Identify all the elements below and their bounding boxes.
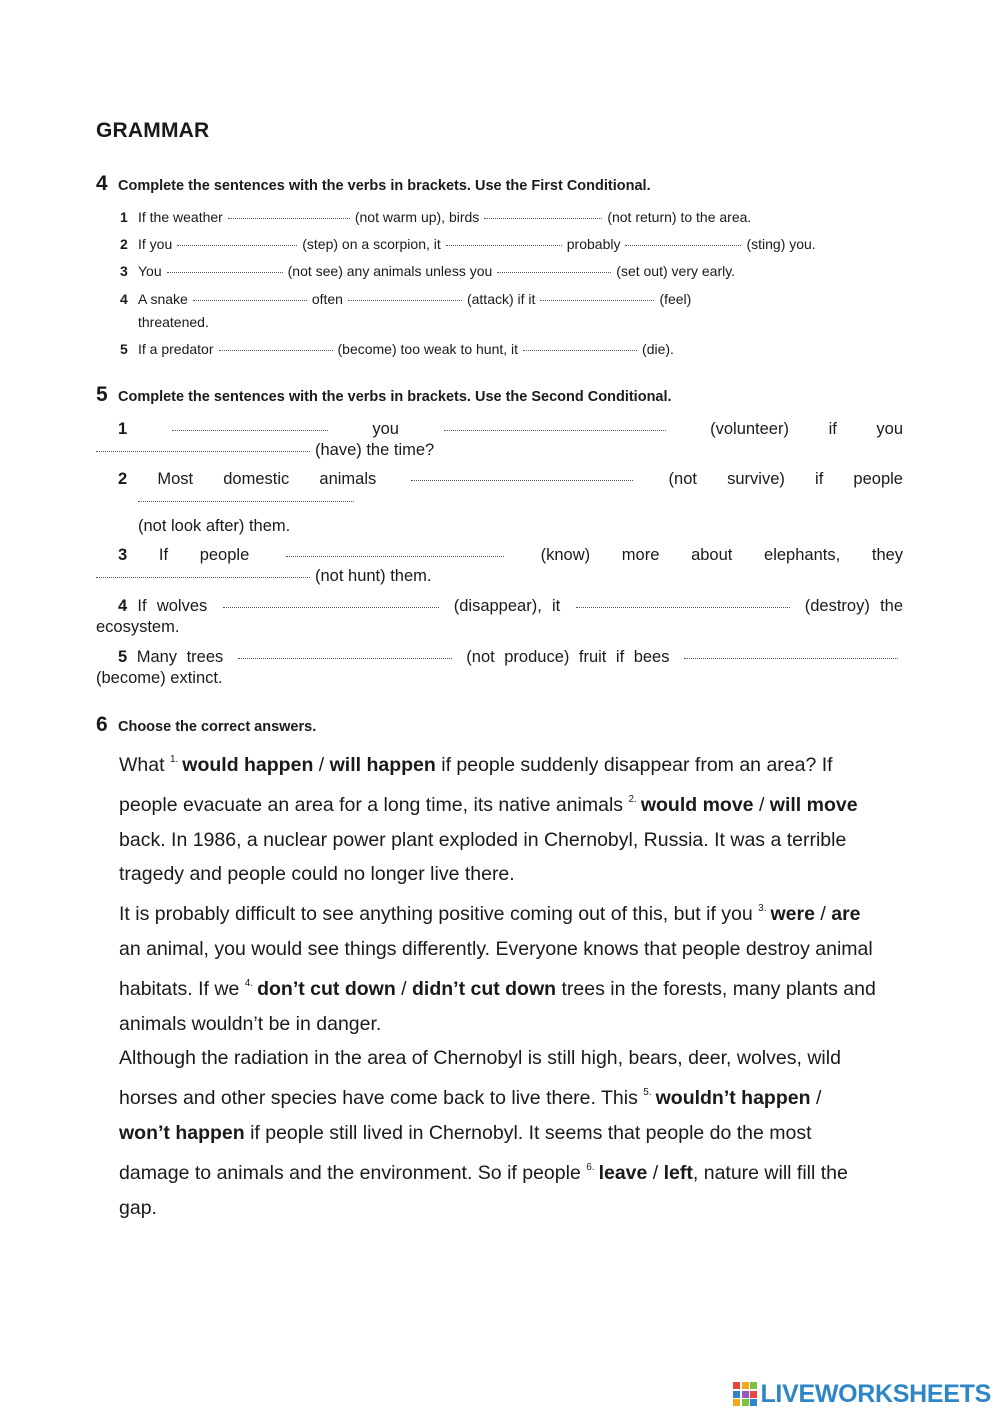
text: A snake (138, 291, 188, 307)
text: elephants, (764, 546, 841, 564)
item-number: 1 (118, 420, 128, 438)
answer-option[interactable]: are (831, 903, 861, 926)
ex6-passage (119, 743, 876, 1225)
text: You (138, 263, 162, 279)
answer-blank[interactable] (576, 606, 790, 608)
answer-blank[interactable] (223, 606, 439, 608)
text: if (615, 648, 625, 666)
text: Most (157, 470, 194, 488)
answer-blank[interactable] (219, 349, 333, 351)
exercise-number: 4 (96, 172, 108, 195)
text: Many (136, 648, 178, 666)
text: (set out) very early. (616, 263, 736, 279)
text: (know) (540, 546, 591, 564)
item-number: 4 (120, 291, 128, 307)
exercise-number: 6 (96, 713, 108, 736)
logo-square (750, 1382, 757, 1389)
text: (not look after) them. (138, 516, 291, 535)
text: trees (186, 648, 224, 666)
text: If (158, 546, 169, 564)
exercise-instruction: Complete the sentences with the verbs in brackets. Use the Second Conditional. (118, 389, 672, 405)
answer-blank[interactable] (228, 217, 350, 219)
item-number: 4 (118, 597, 128, 615)
text: If a predator (138, 341, 214, 357)
question-marker: 1. (169, 754, 179, 765)
passage-line (119, 783, 876, 823)
answer-option[interactable]: were (770, 903, 815, 926)
logo-square (733, 1382, 740, 1389)
text: they (871, 546, 904, 564)
text: It is probably difficult to see anything positive coming out of this, but if you (119, 903, 753, 926)
answer-option[interactable]: wouldn’t happen (655, 1087, 811, 1110)
answer-blank[interactable] (172, 429, 328, 431)
slash: / (815, 1087, 822, 1110)
question-marker: 6. (586, 1161, 595, 1173)
item-number: 5 (120, 341, 128, 357)
answer-blank[interactable] (238, 657, 452, 659)
section-title: GRAMMAR (96, 119, 210, 142)
text: If the weather (138, 209, 223, 225)
exercise-instruction: Choose the correct answers. (118, 719, 317, 735)
text: (not hunt) them. (315, 566, 432, 585)
answer-blank[interactable] (523, 349, 637, 351)
ex5-item-5 (96, 647, 903, 688)
text: (attack) if it (466, 291, 536, 307)
text: you (372, 420, 399, 438)
ex5-item-2 (96, 469, 903, 536)
text: (not (668, 470, 697, 488)
answer-blank[interactable] (167, 271, 283, 273)
text: horses and other species have come back to live there. This (119, 1087, 638, 1110)
logo-square (733, 1391, 740, 1398)
text: (volunteer) (710, 420, 789, 438)
ex5-item-1 (96, 419, 903, 460)
question-marker: 2. (628, 793, 637, 805)
text: people evacuate an area for a long time, its native animals (119, 793, 624, 816)
passage-line (119, 967, 876, 1007)
text: (not see) any animals unless you (287, 263, 493, 279)
passage-line (119, 1116, 876, 1151)
answer-blank[interactable] (446, 244, 562, 246)
exercise-5-header (96, 383, 672, 407)
question-marker: 4. (244, 977, 254, 989)
text: (not (466, 648, 495, 666)
slash: / (652, 1161, 659, 1184)
ex5-item-4 (96, 596, 903, 637)
answer-blank[interactable] (138, 500, 354, 502)
answer-option[interactable]: left (663, 1161, 693, 1184)
logo-square (733, 1399, 740, 1406)
text: animals (319, 470, 377, 488)
answer-option[interactable]: would happen (182, 754, 314, 776)
answer-option[interactable]: don’t cut down (257, 977, 396, 1000)
text: more (621, 546, 660, 564)
exercise-number: 5 (96, 383, 108, 406)
item-number: 1 (120, 209, 128, 225)
passage-line: back. In 1986, a nuclear power plant exploded in Chernobyl, Russia. It was a terrible (119, 828, 847, 851)
text: (become) extinct. (96, 668, 223, 687)
answer-option[interactable]: won’t happen (119, 1121, 245, 1144)
text: habitats. If we (119, 977, 240, 1000)
answer-option[interactable]: would move (640, 793, 754, 816)
question-marker: 5. (643, 1087, 652, 1099)
text: the (880, 597, 904, 615)
answer-blank[interactable] (96, 450, 310, 452)
logo-square (742, 1382, 749, 1389)
text: fruit (578, 648, 607, 666)
text: , nature will fill the (692, 1161, 848, 1184)
text: (die). (642, 341, 674, 357)
passage-line: animals wouldn’t be in danger. (119, 1012, 382, 1035)
passage-line: an animal, you would see things differently. Everyone knows that people destroy animal (119, 937, 873, 960)
item-number: 5 (118, 648, 128, 666)
slash: / (820, 903, 826, 926)
question-marker: 3. (758, 903, 767, 915)
text: ecosystem. (96, 617, 180, 636)
text: if people still lived in Chernobyl. It seems that people do the most (250, 1121, 812, 1144)
slash: / (758, 793, 765, 816)
text: (disappear), (453, 597, 542, 615)
logo-square (742, 1391, 749, 1398)
passage-line (119, 1076, 876, 1116)
text: (not return) to the area. (607, 209, 752, 225)
text: often (311, 291, 343, 307)
answer-blank[interactable] (625, 244, 741, 246)
logo-square (750, 1399, 757, 1406)
answer-blank[interactable] (411, 479, 633, 481)
text: if (815, 470, 824, 488)
text: damage to animals and the environment. So if people (119, 1161, 581, 1184)
slash: / (401, 977, 407, 1000)
exercise-6-header (96, 713, 316, 737)
ex4-item-3 (120, 262, 735, 280)
text: domestic (223, 470, 290, 488)
ex5-item-3 (96, 545, 903, 586)
logo-text: LIVEWORKSHEETS (760, 1379, 991, 1408)
ex4-item-2 (120, 235, 816, 253)
answer-option[interactable]: will happen (329, 754, 436, 776)
slash: / (318, 754, 325, 776)
passage-line (119, 743, 876, 783)
text: it (552, 597, 561, 615)
ex4-item-4 (120, 290, 691, 308)
text: if people suddenly disappear from an area? If (441, 754, 833, 776)
logo-square (742, 1399, 749, 1406)
text: bees (633, 648, 670, 666)
item-number: 2 (118, 470, 128, 488)
text: (step) on a scorpion, it (302, 236, 441, 252)
liveworksheets-logo (733, 1380, 991, 1408)
text: people (199, 546, 250, 564)
answer-blank[interactable] (177, 244, 297, 246)
answer-blank[interactable] (444, 429, 666, 431)
passage-line (119, 1151, 876, 1191)
text: you (876, 420, 903, 438)
passage-line: gap. (119, 1196, 157, 1219)
ex4-item-5 (120, 340, 674, 358)
text: wolves (156, 597, 208, 615)
answer-blank[interactable] (684, 657, 898, 659)
answer-option[interactable]: will move (769, 793, 858, 816)
text: (become) too weak to hunt, it (337, 341, 519, 357)
logo-icon (733, 1382, 757, 1406)
answer-blank[interactable] (484, 217, 602, 219)
text: (not warm up), birds (354, 209, 480, 225)
text: trees in the forests, many plants and (561, 977, 876, 1000)
text: If (137, 597, 147, 615)
ex4-item-4-cont: threatened. (138, 314, 209, 330)
answer-blank[interactable] (96, 576, 310, 578)
text: probably (566, 236, 621, 252)
item-number: 2 (120, 236, 128, 252)
text: If you (138, 236, 173, 252)
text: (destroy) (804, 597, 870, 615)
text: if (828, 420, 837, 438)
item-number: 3 (118, 546, 128, 564)
text: about (691, 546, 733, 564)
exercise-instruction: Complete the sentences with the verbs in brackets. Use the First Conditional. (118, 178, 651, 194)
answer-blank[interactable] (348, 299, 462, 301)
text: (feel) (659, 291, 692, 307)
text: people (853, 470, 903, 488)
text: survive) (727, 470, 785, 488)
text: (sting) you. (746, 236, 816, 252)
logo-square (750, 1391, 757, 1398)
text: What (119, 754, 165, 776)
answer-blank[interactable] (193, 299, 307, 301)
text: produce) (504, 648, 570, 666)
text: (have) the time? (315, 440, 435, 459)
item-number: 3 (120, 263, 128, 279)
answer-option[interactable]: didn’t cut down (412, 977, 557, 1000)
ex4-item-1 (120, 208, 751, 226)
answer-blank[interactable] (286, 555, 504, 557)
passage-line: Although the radiation in the area of Chernobyl is still high, bears, deer, wolves, wild (119, 1047, 841, 1070)
answer-blank[interactable] (540, 299, 654, 301)
answer-option[interactable]: leave (598, 1161, 648, 1184)
answer-blank[interactable] (497, 271, 611, 273)
passage-line (119, 892, 876, 932)
passage-line: tragedy and people could no longer live there. (119, 863, 515, 886)
exercise-4-header (96, 172, 651, 196)
